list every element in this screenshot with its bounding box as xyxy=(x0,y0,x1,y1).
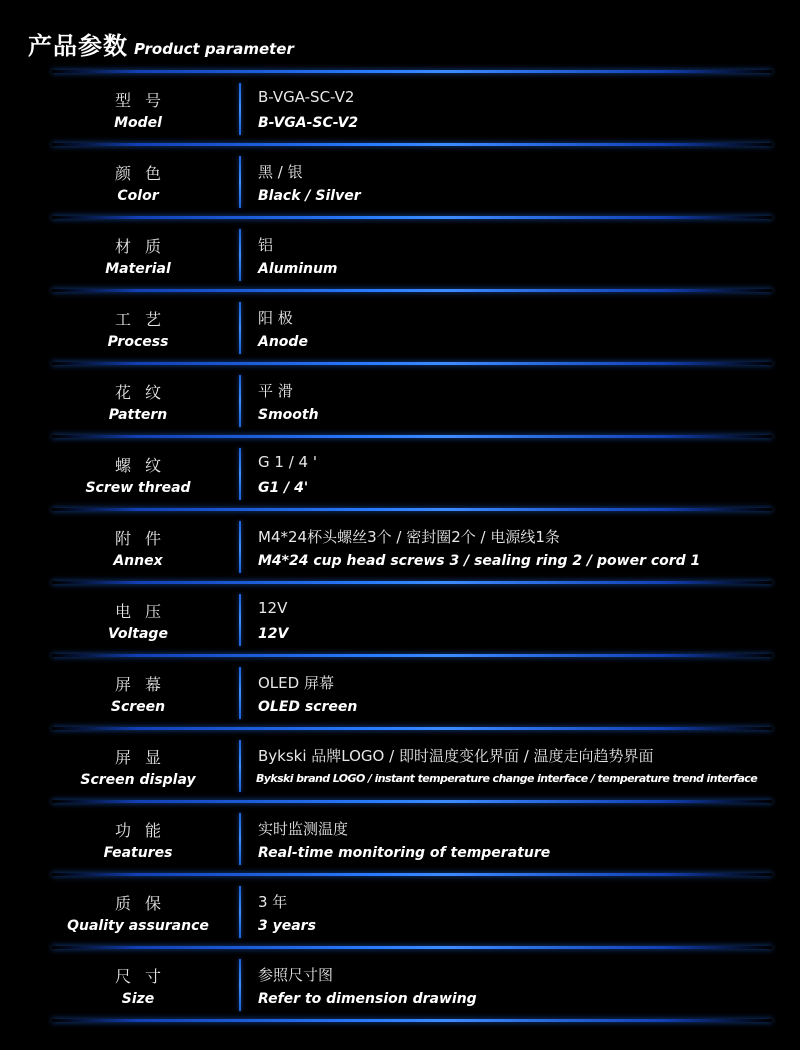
param-value-cn: 3 年 xyxy=(258,893,288,911)
param-label-en: Pattern xyxy=(108,407,168,423)
param-value xyxy=(258,438,800,508)
param-label xyxy=(0,949,240,1019)
param-row-features xyxy=(0,803,800,873)
param-value-cn: 实时监测温度 xyxy=(258,820,349,838)
param-value-cn: M4*24杯头螺丝3个 / 密封圈2个 / 电源线1条 xyxy=(258,528,560,546)
page-title-cn: 产品参数 xyxy=(28,32,128,60)
param-label-cn: 附件 xyxy=(114,529,175,548)
param-value-cn: 参照尺寸图 xyxy=(258,966,334,984)
param-label-cn: 螺纹 xyxy=(114,456,175,475)
column-separator xyxy=(239,959,241,1011)
column-separator xyxy=(239,740,241,792)
param-row-quality-assurance xyxy=(0,876,800,946)
param-label-en: Color xyxy=(117,188,159,204)
column-separator xyxy=(239,156,241,208)
param-label-cn: 屏显 xyxy=(114,748,175,767)
param-value-cn: 铝 xyxy=(258,236,274,254)
param-label-en: Features xyxy=(103,845,173,861)
param-label-en: Voltage xyxy=(108,626,168,642)
param-value-en: Black / Silver xyxy=(258,188,361,204)
param-label xyxy=(0,657,240,727)
column-separator xyxy=(239,375,241,427)
param-value-cn: OLED 屏幕 xyxy=(258,674,334,692)
param-label-en: Model xyxy=(114,115,162,131)
param-value xyxy=(258,949,800,1019)
param-label-cn: 尺寸 xyxy=(114,967,175,986)
column-separator xyxy=(239,813,241,865)
param-value xyxy=(258,584,800,654)
param-row-voltage xyxy=(0,584,800,654)
param-value-en: Smooth xyxy=(258,407,319,423)
parameter-table xyxy=(0,70,800,1022)
param-value-en: Real-time monitoring of temperature xyxy=(258,845,551,861)
param-value-en: Anode xyxy=(258,334,308,350)
param-row-material xyxy=(0,219,800,289)
param-row-screen xyxy=(0,657,800,727)
param-row-color xyxy=(0,146,800,216)
column-separator xyxy=(239,229,241,281)
param-value-en: OLED screen xyxy=(258,699,358,715)
column-separator xyxy=(239,594,241,646)
param-label xyxy=(0,146,240,216)
param-value-en: 12V xyxy=(258,626,289,642)
page-header xyxy=(28,26,294,66)
param-row-pattern xyxy=(0,365,800,435)
param-label xyxy=(0,365,240,435)
column-separator xyxy=(239,302,241,354)
param-row-process xyxy=(0,292,800,362)
param-value xyxy=(258,219,800,289)
param-label-cn: 功能 xyxy=(114,821,175,840)
param-label xyxy=(0,292,240,362)
row-divider xyxy=(52,1019,772,1022)
param-value-cn: B-VGA-SC-V2 xyxy=(258,88,355,106)
param-label-cn: 材质 xyxy=(114,237,175,256)
param-row-model xyxy=(0,73,800,143)
param-label xyxy=(0,730,240,800)
param-value xyxy=(258,657,800,727)
column-separator xyxy=(239,521,241,573)
param-value xyxy=(258,146,800,216)
param-value-en: Refer to dimension drawing xyxy=(258,991,477,1007)
param-label-en: Quality assurance xyxy=(67,918,209,934)
page-title-en: Product parameter xyxy=(134,40,294,58)
param-value-cn: G 1 / 4 ' xyxy=(258,453,317,471)
param-value-cn: 12V xyxy=(258,599,288,617)
param-value-en: M4*24 cup head screws 3 / sealing ring 2 / power cord 1 xyxy=(258,553,701,569)
column-separator xyxy=(239,83,241,135)
param-label xyxy=(0,438,240,508)
param-label-cn: 颜色 xyxy=(114,164,175,183)
param-value-en: Aluminum xyxy=(258,261,338,277)
param-label-cn: 质保 xyxy=(114,894,175,913)
param-label-cn: 型号 xyxy=(114,91,175,110)
param-label-en: Screen xyxy=(110,699,166,715)
param-value-en: Bykski brand LOGO / instant temperature change interface / temperature trend interface xyxy=(256,772,758,785)
param-label-en: Material xyxy=(105,261,171,277)
param-label-cn: 工艺 xyxy=(114,310,175,329)
param-value-en: B-VGA-SC-V2 xyxy=(258,115,359,131)
param-value-cn: Bykski 品牌LOGO / 即时温度变化界面 / 温度走向趋势界面 xyxy=(258,747,654,765)
param-row-screen-display xyxy=(0,730,800,800)
param-label-en: Process xyxy=(107,334,169,350)
param-row-screw-thread xyxy=(0,438,800,508)
param-label-en: Annex xyxy=(113,553,163,569)
param-label xyxy=(0,511,240,581)
param-label xyxy=(0,73,240,143)
param-label xyxy=(0,876,240,946)
param-label-cn: 屏幕 xyxy=(114,675,175,694)
param-value-en: G1 / 4' xyxy=(258,480,309,496)
param-row-annex xyxy=(0,511,800,581)
param-label xyxy=(0,584,240,654)
param-value xyxy=(258,876,800,946)
param-value xyxy=(258,511,800,581)
param-label xyxy=(0,219,240,289)
param-value-cn: 阳 极 xyxy=(258,309,293,327)
param-label-en: Screen display xyxy=(80,772,196,788)
param-value-en: 3 years xyxy=(258,918,316,934)
param-value xyxy=(258,292,800,362)
param-value xyxy=(258,365,800,435)
column-separator xyxy=(239,448,241,500)
param-label-cn: 电压 xyxy=(114,602,175,621)
param-label-cn: 花纹 xyxy=(114,383,175,402)
column-separator xyxy=(239,667,241,719)
param-label-en: Size xyxy=(121,991,155,1007)
param-value xyxy=(258,730,800,800)
param-row-size xyxy=(0,949,800,1019)
param-value xyxy=(258,803,800,873)
column-separator xyxy=(239,886,241,938)
param-label-en: Screw thread xyxy=(85,480,191,496)
param-value xyxy=(258,73,800,143)
param-label xyxy=(0,803,240,873)
param-value-cn: 平 滑 xyxy=(258,382,293,400)
param-value-cn: 黑 / 银 xyxy=(258,163,303,181)
